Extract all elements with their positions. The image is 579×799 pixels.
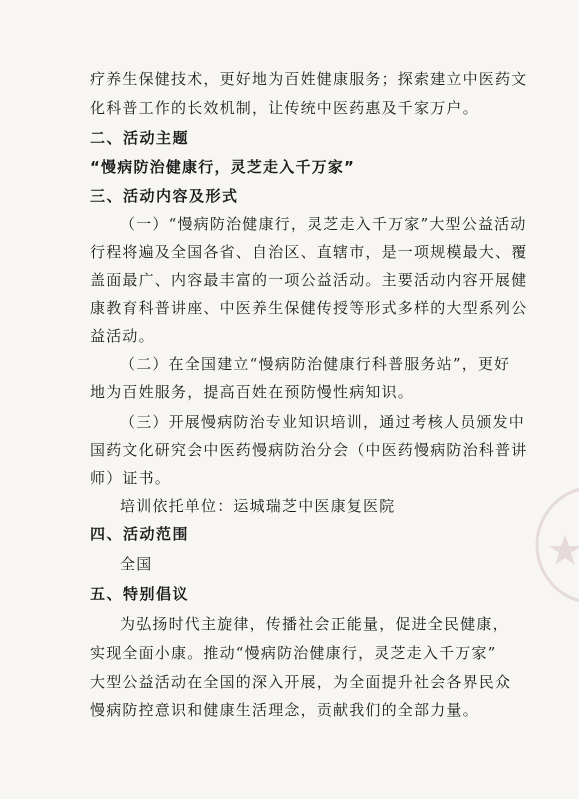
section-heading: 四、活动范围 (90, 525, 190, 543)
paragraph-line: 慢病防控意识和健康生活理念，贡献我们的全部力量。 (90, 701, 479, 719)
paragraph-line: 疗养生保健技术，更好地为百姓健康服务；探索建立中医药文 (90, 70, 528, 88)
section-heading: 三、活动内容及形式 (90, 187, 239, 205)
paragraph-line: 盖面最广、内容最丰富的一项公益活动。主要活动内容开展健 (90, 271, 528, 289)
paragraph-line: 康教育科普讲座、中医养生保健传授等形式多样的大型系列公 (90, 299, 528, 317)
paragraph-line: 大型公益活动在全国的深入开展，为全面提升社会各界民众 (90, 673, 512, 691)
paragraph-line: （二）在全国建立“慢病防治健康行科普服务站”，更好 (120, 355, 511, 373)
activity-scope: 全国 (120, 555, 153, 573)
paragraph-line: 师）证书。 (90, 469, 172, 487)
paragraph-line: 国药文化研究会中医药慢病防治分会（中医药慢病防治科普讲 (90, 441, 528, 459)
activity-theme: “慢病防治健康行，灵芝走入千万家” (90, 158, 356, 176)
paragraph-line: 益活动。 (90, 327, 155, 345)
paragraph-line: （三）开展慢病防治专业知识培训，通过考核人员颁发中 (120, 413, 526, 431)
paragraph-line: 实现全面小康。推动“慢病防治健康行，灵芝走入千万家” (90, 644, 497, 662)
paragraph-line: 化科普工作的长效机制，让传统中医药惠及千家万户。 (90, 99, 479, 117)
paragraph-line: 行程将遍及全国各省、自治区、直辖市，是一项规模最大、覆 (90, 243, 528, 261)
paragraph-line: 为弘扬时代主旋律，传播社会正能量，促进全民健康， (120, 615, 509, 633)
paragraph-line: （一）“慢病防治健康行，灵芝走入千万家”大型公益活动 (120, 215, 527, 233)
paragraph-line: 地为百姓服务，提高百姓在预防慢性病知识。 (90, 383, 415, 401)
seal-stamp-icon (535, 470, 579, 620)
training-unit: 培训依托单位：运城瑞芝中医康复医院 (120, 497, 396, 515)
section-heading: 五、特别倡议 (90, 585, 190, 603)
section-heading: 二、活动主题 (90, 129, 190, 147)
